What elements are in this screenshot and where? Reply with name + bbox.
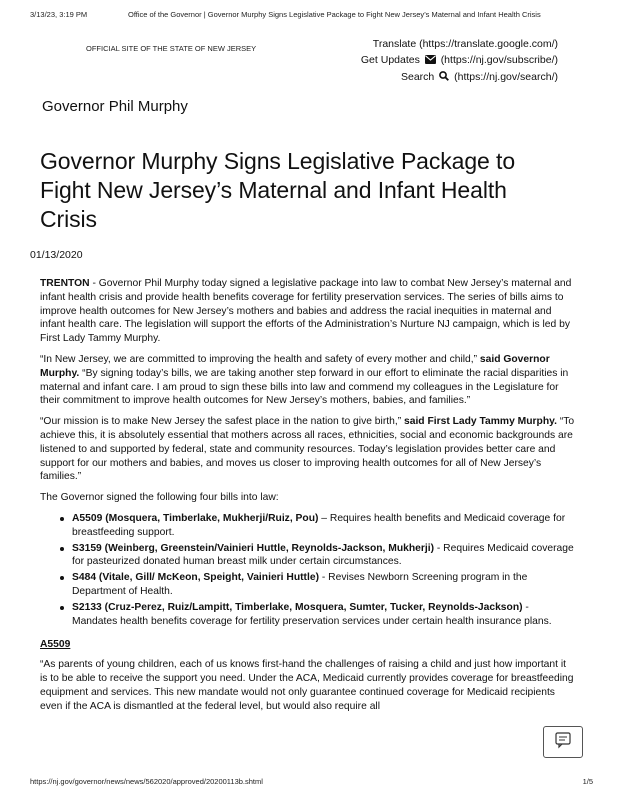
search-icon bbox=[439, 70, 449, 86]
print-url: https://nj.gov/governor/news/news/562020/approved/20200113b.shtml bbox=[30, 777, 263, 786]
bill-id: S2133 (Cruz-Perez, Ruiz/Lampitt, Timberlake, Mosquera, Sumter, Tucker, Reynolds-Jackson) bbox=[72, 601, 523, 613]
page-number: 1/5 bbox=[582, 777, 593, 786]
bill-description: - Revises Newborn Screening program in the Department of Health. bbox=[72, 572, 528, 597]
get-updates-url: (https://nj.gov/subscribe/) bbox=[440, 54, 558, 66]
dateline: TRENTON bbox=[40, 278, 90, 289]
paragraph-governor-quote bbox=[40, 353, 575, 408]
list-item bbox=[40, 542, 575, 570]
quote-attribution: said First Lady Tammy Murphy. bbox=[403, 416, 557, 428]
bills-list bbox=[40, 512, 575, 628]
governor-name[interactable]: Governor Phil Murphy bbox=[42, 98, 188, 115]
print-header bbox=[30, 10, 596, 19]
quote-text: “By signing today’s bills, we are taking another step forward in our effort to eliminate the racial disparities in maternal and infant care. I am proud to sign these bills into law and commend my colleagues in the Legislature for their commitment to improve health outcomes for New Jersey’s mothers, babies, and families.” bbox=[40, 367, 569, 407]
section-heading-a5509: A5509 bbox=[40, 639, 71, 651]
feedback-icon bbox=[554, 731, 572, 754]
bill-description: – Requires health benefits and Medicaid coverage for breastfeeding support. bbox=[72, 512, 566, 538]
bullet-icon bbox=[60, 517, 64, 521]
print-timestamp: 3/13/23, 3:19 PM bbox=[30, 10, 88, 19]
bullet-icon bbox=[60, 576, 64, 580]
envelope-icon bbox=[425, 53, 436, 69]
quote-text: “In New Jersey, we are committed to improving the health and safety of every mother and child,” bbox=[40, 353, 480, 365]
list-item bbox=[40, 601, 575, 629]
list-item bbox=[40, 512, 575, 540]
print-footer bbox=[30, 777, 593, 786]
get-updates-link[interactable] bbox=[361, 52, 558, 69]
paragraph-intro bbox=[40, 277, 575, 346]
bullet-icon bbox=[60, 547, 64, 551]
bill-id: S484 (Vitale, Gill/ McKeon, Speight, Vainieri Huttle) bbox=[72, 572, 319, 584]
article-headline: Governor Murphy Signs Legislative Package to Fight New Jersey’s Maternal and Infant Health Crisis bbox=[40, 148, 516, 232]
quote-text: “Our mission is to make New Jersey the safest place in the nation to give birth,” bbox=[40, 416, 404, 428]
bill-description: - Requires Medicaid coverage for pasteurized donated human breast milk under certain circumstances. bbox=[72, 542, 574, 568]
paragraph-intro-text: - Governor Phil Murphy today signed a legislative package into law to combat New Jersey’s maternal and infant health crisis and provide health benefits coverage for fertility preservation services. The series of bills aims to improve health outcomes for New Jersey’s mothers and babies and address the racial inequities in maternal and infant health care. The legislation will support the efforts of the Administration’s Nurture NJ campaign, which is led by First Lady Tammy Murphy. bbox=[40, 278, 572, 345]
bill-description: - Mandates health benefits coverage for fertility preservation services under certain health insurance plans. bbox=[72, 601, 552, 627]
search-url: (https://nj.gov/search/) bbox=[454, 71, 558, 83]
bill-id: A5509 (Mosquera, Timberlake, Mukherji/Ruiz, Pou) bbox=[72, 512, 319, 524]
bullet-icon bbox=[60, 606, 64, 610]
list-item bbox=[40, 571, 575, 599]
feedback-button[interactable] bbox=[543, 726, 583, 758]
quote-attribution: said Governor Murphy. bbox=[40, 353, 550, 379]
search-label: Search bbox=[400, 71, 435, 83]
bills-intro: The Governor signed the following four bills into law: bbox=[40, 492, 279, 504]
section-paragraph: “As parents of young children, each of us knows first-hand the challenges of raising a child and just how important it is to be able to receive the support you need. Under the ACA, Medicaid currently provides coverage for breastfeeding equipment and services. This new mandate would not only guarantee continued coverage for Medicaid recipients even if the ACA is dismantled at the federal level, but would also require all bbox=[40, 659, 574, 712]
translate-link[interactable]: Translate (https://translate.google.com/) bbox=[372, 38, 558, 50]
article-date: 01/13/2020 bbox=[30, 249, 83, 261]
utility-links bbox=[361, 36, 558, 86]
get-updates-label: Get Updates bbox=[360, 54, 420, 66]
print-document-title: Office of the Governor | Governor Murphy Signs Legislative Package to Fight New Jersey’s Maternal and Infant Health Crisis bbox=[128, 10, 541, 19]
search-link[interactable] bbox=[361, 69, 558, 86]
article-body bbox=[40, 277, 575, 720]
bill-id: S3159 (Weinberg, Greenstein/Vainieri Huttle, Reynolds-Jackson, Mukherji) bbox=[72, 542, 435, 554]
paragraph-first-lady-quote bbox=[40, 415, 575, 484]
quote-text: “To achieve this, it is absolutely essential that mothers across all races, ethnicities, social and economic backgrounds are listened to and supported by federal, state and community resources. Today’s legislation provides better care and support for our mothers and babies, and moves us closer to improving health outcomes for all of New Jersey’s families.” bbox=[40, 416, 575, 483]
official-site-label: OFFICIAL SITE OF THE STATE OF NEW JERSEY bbox=[86, 44, 257, 53]
